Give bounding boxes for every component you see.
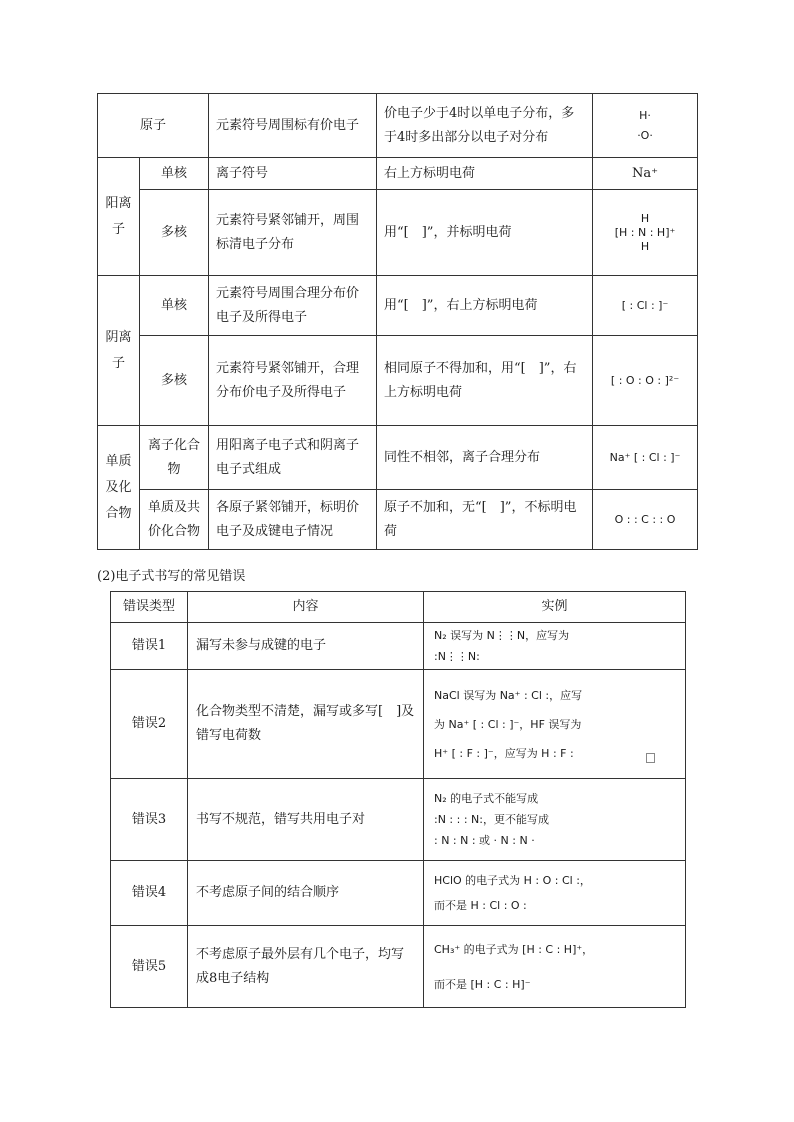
method-anion-poly: 元素符号紧邻铺开，合理分布价电子及所得电子 <box>209 336 377 426</box>
example-line: 而不是 H : Cl : O : <box>434 899 527 912</box>
error-type: 错误4 <box>111 861 188 926</box>
example-ionic: Na⁺ [ : Cl : ]⁻ <box>593 426 698 490</box>
table-row <box>111 926 686 1008</box>
table-header-row <box>111 592 686 623</box>
row-label-cation-poly: 多核 <box>140 190 209 276</box>
section-2-heading: (2)电子式书写的常见错误 <box>97 569 246 584</box>
electron-formula-table <box>97 93 698 550</box>
example-covalent: O : : C : : O <box>593 490 698 550</box>
note-anion-poly: 相同原子不得加和，用“[ ]”，右上方标明电荷 <box>377 336 593 426</box>
example-line: H⁺ [ : F : ]⁻，应写为 H : F : <box>434 746 574 760</box>
error-content: 化合物类型不清楚，漏写或多写[ ]及错写电荷数 <box>188 670 424 779</box>
example-anion-poly: [ : O : O : ]²⁻ <box>593 336 698 426</box>
example-atom-h: H· <box>639 108 651 122</box>
row-label-ionic: 离子化合物 <box>140 426 209 490</box>
example-line: NaCl 误写为 Na⁺ : Cl :，应写 <box>434 688 583 702</box>
example-nh4-top: H <box>640 211 650 225</box>
note-atom: 价电子少于4时以单电子分布，多于4时多出部分以电子对分布 <box>377 94 593 158</box>
error-content: 不考虑原子间的结合顺序 <box>188 861 424 926</box>
table-row-cation-mono <box>98 158 698 190</box>
example-line: N₂ 的电子式不能写成 <box>434 792 539 805</box>
example-line: CH₃⁺ 的电子式为 [H : C : H]⁺， <box>434 942 594 956</box>
example-atom <box>593 94 698 158</box>
error-content: 漏写未参与成键的电子 <box>188 623 424 670</box>
error-type: 错误3 <box>111 779 188 861</box>
example-line: N₂ 误写为 N⋮⋮N，应写为 <box>434 629 570 642</box>
example-anion-mono: [ : Cl : ]⁻ <box>593 276 698 336</box>
example-line: : N : N : 或 · N : N · <box>434 834 535 847</box>
error-example <box>424 926 686 1008</box>
table-row <box>111 623 686 670</box>
group-label-cation: 阳离子 <box>98 158 140 276</box>
error-content: 不考虑原子最外层有几个电子，均写成8电子结构 <box>188 926 424 1008</box>
error-example <box>424 861 686 926</box>
example-line: 为 Na⁺ [ : Cl : ]⁻，HF 误写为 <box>434 717 582 731</box>
method-covalent: 各原子紧邻铺开，标明价电子及成键电子情况 <box>209 490 377 550</box>
example-line: 而不是 [H : C : H]⁻ <box>434 977 531 991</box>
row-label-cation-mono: 单核 <box>140 158 209 190</box>
method-cation-mono: 离子符号 <box>209 158 377 190</box>
example-line: :N : : : N:，更不能写成 <box>434 813 549 826</box>
example-line: HClO 的电子式为 H : O : Cl :， <box>434 874 591 887</box>
row-label-anion-poly: 多核 <box>140 336 209 426</box>
group-label-compound: 单质及化合物 <box>98 426 140 550</box>
table-row <box>111 670 686 779</box>
note-cation-mono: 右上方标明电荷 <box>377 158 593 190</box>
method-ionic: 用阳离子电子式和阴离子电子式组成 <box>209 426 377 490</box>
header-example: 实例 <box>424 592 686 623</box>
group-label-anion: 阴离子 <box>98 276 140 426</box>
example-cation-mono: Na⁺ <box>593 158 698 190</box>
table-row <box>111 779 686 861</box>
error-example <box>424 779 686 861</box>
table-row-anion-mono <box>98 276 698 336</box>
checkbox-mark-icon <box>646 753 655 763</box>
error-type: 错误2 <box>111 670 188 779</box>
example-atom-o: ·O· <box>637 128 653 142</box>
error-type: 错误1 <box>111 623 188 670</box>
header-error-type: 错误类型 <box>111 592 188 623</box>
row-label-atom: 原子 <box>98 94 209 158</box>
example-cation-poly <box>593 190 698 276</box>
method-anion-mono: 元素符号周围合理分布价电子及所得电子 <box>209 276 377 336</box>
note-anion-mono: 用“[ ]”，右上方标明电荷 <box>377 276 593 336</box>
header-content: 内容 <box>188 592 424 623</box>
note-covalent: 原子不加和，无“[ ]”，不标明电荷 <box>377 490 593 550</box>
example-nh4-bot: H <box>640 239 650 253</box>
table-row-atom <box>98 94 698 158</box>
row-label-anion-mono: 单核 <box>140 276 209 336</box>
table-row-anion-poly <box>98 336 698 426</box>
table-row-covalent <box>98 490 698 550</box>
error-type: 错误5 <box>111 926 188 1008</box>
method-cation-poly: 元素符号紧邻铺开，周围标清电子分布 <box>209 190 377 276</box>
note-cation-poly: 用“[ ]”，并标明电荷 <box>377 190 593 276</box>
error-content: 书写不规范，错写共用电子对 <box>188 779 424 861</box>
note-ionic: 同性不相邻，离子合理分布 <box>377 426 593 490</box>
example-line: :N⋮⋮N: <box>434 650 480 663</box>
error-example <box>424 623 686 670</box>
table-row-ionic <box>98 426 698 490</box>
row-label-covalent: 单质及共价化合物 <box>140 490 209 550</box>
method-atom: 元素符号周围标有价电子 <box>209 94 377 158</box>
example-nh4-mid: [H : N : H]⁺ <box>614 225 676 239</box>
common-errors-table <box>110 591 686 1008</box>
table-row-cation-poly <box>98 190 698 276</box>
table-row <box>111 861 686 926</box>
